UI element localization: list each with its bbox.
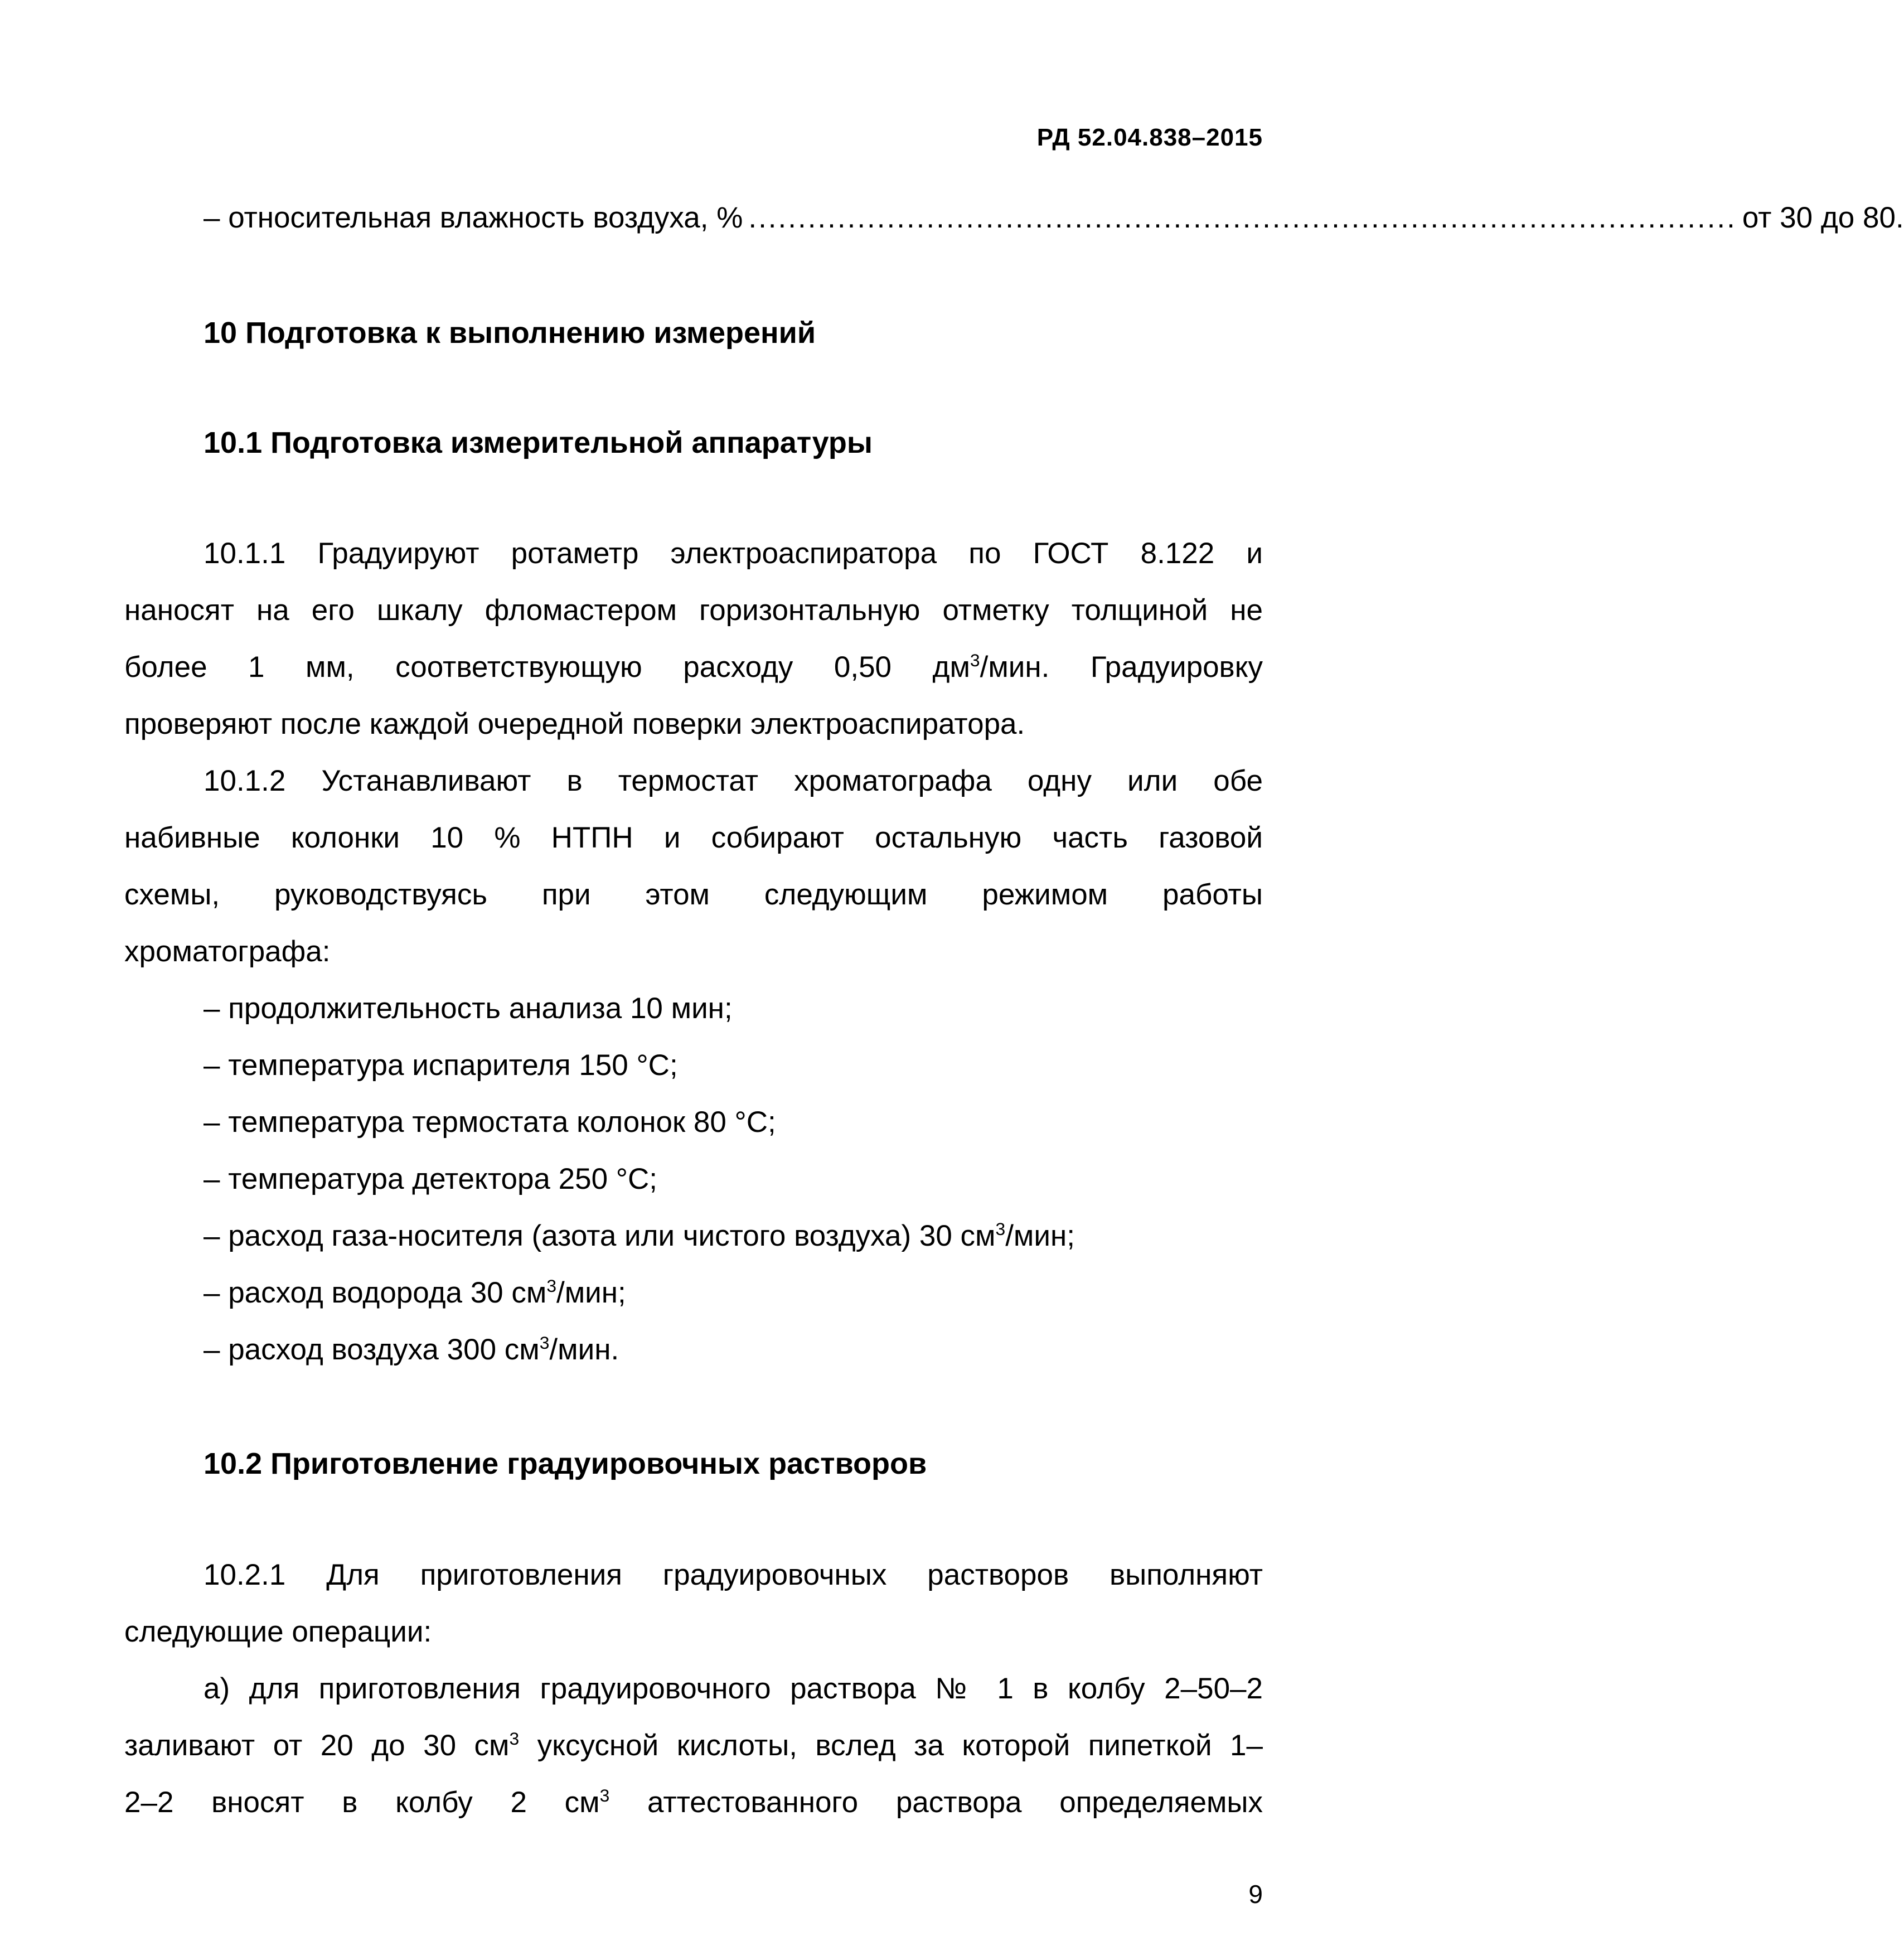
- document-code: РД 52.04.838–2015: [1036, 124, 1263, 151]
- paragraph-a-line-2: заливают от 20 до 30 $см^3$ уксусной кислоты, вслед за которой пипеткой 1–: [124, 1728, 1263, 1762]
- paragraph-a-line-1: а) для приготовления градуировочного раствора № 1 в колбу 2–50–2: [204, 1672, 1263, 1705]
- section-10-heading: 10 Подготовка к выполнению измерений: [204, 316, 816, 350]
- list-item: – температура испарителя 150 °С;: [204, 1049, 678, 1082]
- section-10-2-heading: 10.2 Приготовление градуировочных растворов: [204, 1447, 927, 1480]
- humidity-label: – относительная влажность воздуха, %: [204, 201, 743, 234]
- section-10-1-heading: 10.1 Подготовка измерительной аппаратуры: [204, 426, 873, 459]
- paragraph-10-2-1-line-1: 10.2.1 Для приготовления градуировочных растворов выполняют: [204, 1558, 1263, 1591]
- paragraph-10-1-1-line-1: 10.1.1 Градуируют ротаметр электроаспиратора по ГОСТ 8.122 и: [204, 537, 1263, 570]
- list-item: – продолжительность анализа 10 мин;: [204, 992, 733, 1025]
- paragraph-10-1-1-line-2: наносят на его шкалу фломастером горизонтальную отметку толщиной не: [124, 594, 1263, 627]
- paragraph-10-1-2-line-2: набивные колонки 10 % НТПН и собирают остальную часть газовой: [124, 821, 1263, 854]
- paragraph-a-line-3: 2–2 вносят в колбу 2 $см^3$ аттестованного раствора определяемых: [124, 1785, 1263, 1819]
- list-item: – температура термостата колонок 80 °С;: [204, 1106, 776, 1139]
- paragraph-10-1-2-line-1: 10.1.2 Устанавливают в термостат хроматографа одну или обе: [204, 764, 1263, 797]
- paragraph-10-2-1-line-2: следующие операции:: [124, 1615, 432, 1648]
- humidity-line: [204, 201, 1904, 234]
- paragraph-10-1-1-line-4: проверяют после каждой очередной поверки электроаспиратора.: [124, 708, 1025, 740]
- list-item: – расход газа-носителя (азота или чистого воздуха) 30 $см^3$/мин;: [204, 1218, 1075, 1252]
- humidity-value: от 30 до 80.: [1742, 201, 1904, 234]
- list-item: – температура детектора 250 °С;: [204, 1163, 657, 1195]
- paragraph-10-1-1-line-3: более 1 мм, соответствующую расходу 0,50 $дм^3$/мин. Градуировку: [124, 650, 1263, 684]
- list-item: – расход водорода 30 $см^3$/мин;: [204, 1275, 626, 1309]
- list-item: – расход воздуха 300 $см^3$/мин.: [204, 1332, 619, 1366]
- leader-dots: ....................................................................................................: [748, 201, 1737, 234]
- paragraph-10-1-2-line-3: схемы, руководствуясь при этом следующим режимом работы: [124, 878, 1263, 911]
- page-number: 9: [1248, 1880, 1263, 1909]
- paragraph-10-1-2-line-4: хроматографа:: [124, 935, 331, 968]
